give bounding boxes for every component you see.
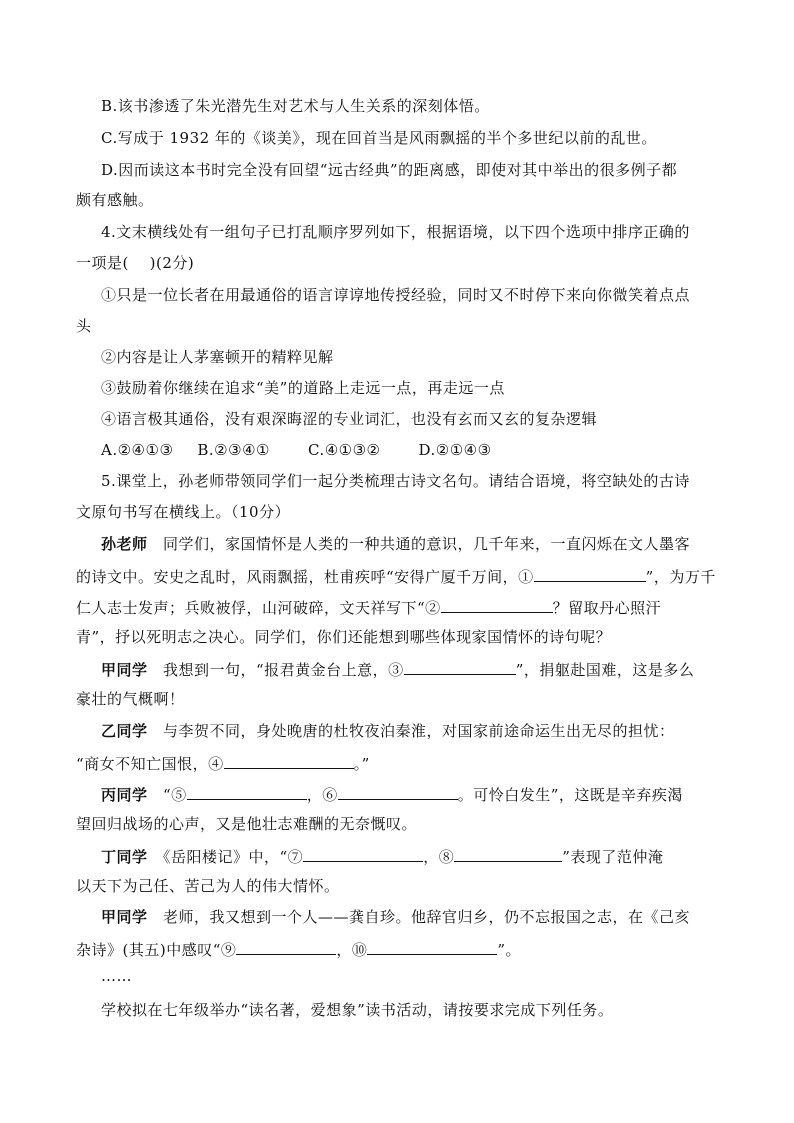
answer-blank-3[interactable]: [404, 658, 516, 675]
speaker-name: 丙同学: [101, 786, 148, 804]
speaker-name: 丁同学: [101, 848, 148, 866]
teacher-sun-line1: 孙老师 同学们，家国情怀是人类的一种共通的意识，几千年来，一直闪烁在文人墨客: [101, 535, 691, 553]
sentence-1-line1: ①只是一位长者在用最通俗的语言谆谆地传授经验，同时又不时停下来向你微笑着点点: [101, 286, 691, 304]
choice-c: C.④①③②: [307, 441, 381, 459]
option-b: B.该书渗透了朱光潜先生对艺术与人生关系的深刻体悟。: [101, 97, 490, 115]
choice-d: D.②①④③: [418, 441, 492, 459]
teacher-sun-line3: 仁人志士发声；兵败被俘，山河破碎，文天祥写下“② ？留取丹心照汗: [76, 596, 661, 618]
speaker-name: 孙老师: [101, 535, 148, 553]
sentence-4: ④语言极其通俗，没有艰深晦涩的专业词汇，也没有玄而又玄的复杂逻辑: [101, 410, 598, 428]
student-yi-line1: 乙同学 与李贺不同，身处晚唐的杜牧夜泊秦淮，对国家前途命运生出无尽的担忧：: [101, 722, 675, 740]
choice-a: A.②④①③: [101, 441, 174, 459]
student-jia-line1: 甲同学 我想到一句，“报君黄金台上意，③ ”，捐躯赴国难，这是多么: [101, 658, 694, 680]
student-bing-line2: 望回归战场的心声，又是他壮志难酬的无奈慨叹。: [76, 815, 418, 833]
student-jia-second-line2: 杂诗》(其五)中感叹“⑨ ，⑩ ”。: [76, 938, 521, 960]
speaker-name: 甲同学: [101, 661, 148, 679]
teacher-sun-line4: 青”，抒以死明志之决心。同学们，你们还能想到哪些体现家国情怀的诗句呢？: [76, 628, 612, 646]
speaker-name: 甲同学: [101, 908, 148, 926]
sentence-2: ②内容是让人茅塞顿开的精粹见解: [101, 348, 334, 366]
option-c: C.写成于 1932 年的《谈美》，现在回首当是风雨飘摇的半个多世纪以前的乱世。: [101, 129, 657, 147]
answer-blank-9[interactable]: [236, 938, 336, 955]
student-bing-line1: 丙同学 “⑤ ，⑥ 。可怜白发生”，这既是辛弃疾渴: [101, 783, 683, 805]
choices-row: [101, 440, 492, 460]
question-5-line2: 文原句书写在横线上。（10分）: [76, 503, 291, 521]
choice-b: B.②③④①: [197, 441, 270, 459]
student-ding-line2: 以天下为己任、苦己为人的伟大情怀。: [76, 877, 340, 895]
answer-blank-1[interactable]: [534, 565, 646, 582]
option-d-line2: 颇有感触。: [76, 191, 154, 209]
answer-blank-4[interactable]: [224, 752, 354, 769]
question-4-line1: 4.文末横线处有一组句子已打乱顺序罗列如下，根据语境，以下四个选项中排序正确的: [101, 223, 690, 241]
sentence-3: ③鼓励着你继续在追求“美”的道路上走远一点，再走远一点: [101, 379, 505, 397]
answer-blank-2[interactable]: [441, 596, 553, 613]
answer-blank-8[interactable]: [454, 845, 562, 862]
question-5-line1: 5.课堂上，孙老师带领同学们一起分类梳理古诗文名句。请结合语境，将空缺处的古诗: [101, 472, 690, 490]
student-ding-line1: 丁同学 《岳阳楼记》中，“⑦ ，⑧ ”表现了范仲淹: [101, 845, 663, 867]
answer-blank-6[interactable]: [338, 783, 458, 800]
answer-blank-10[interactable]: [367, 938, 497, 955]
student-yi-line2: “商女不知亡国恨，④ 。”: [76, 752, 370, 774]
answer-blank-5[interactable]: [187, 783, 307, 800]
ellipsis: ……: [101, 967, 132, 985]
answer-blank-7[interactable]: [303, 845, 423, 862]
student-jia-second-line1: 甲同学 老师，我又想到一个人——龚自珍。他辞官归乡，仍不忘报国之志，在《己亥: [101, 908, 691, 926]
student-jia-line2: 豪壮的气概啊！: [76, 690, 185, 708]
closing-instruction: 学校拟在七年级举办“读名著，爱想象”读书活动，请按要求完成下列任务。: [101, 1001, 614, 1019]
speaker-name: 乙同学: [101, 722, 148, 740]
teacher-sun-line2: 的诗文中。安史之乱时，风雨飘摇，杜甫疾呼“安得广厦千万间，① ”，为万千: [76, 565, 716, 587]
sentence-1-line2: 头: [76, 317, 92, 335]
question-4-line2: 一项是( )(2分): [76, 254, 195, 272]
option-d-line1: D.因而读这本书时完全没有回望“远古经典”的距离感，即使对其中举出的很多例子都: [101, 161, 678, 179]
